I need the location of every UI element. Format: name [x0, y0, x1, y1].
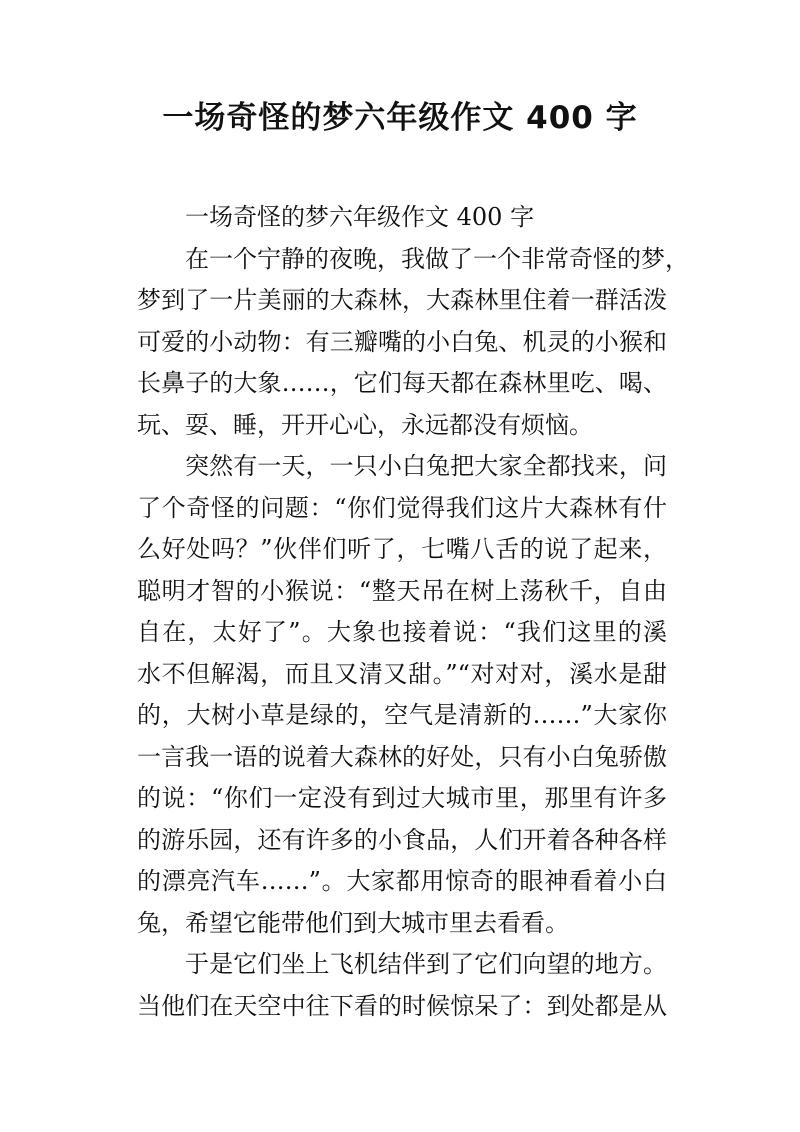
- paragraph-line: 水不但解渴，而且又清又甜。”“对对对，溪水是甜: [137, 659, 667, 688]
- document-body: [137, 197, 689, 1027]
- paragraph-line: 长鼻子的大象……，它们每天都在森林里吃、喝、: [137, 369, 667, 397]
- paragraph-line: 了个奇怪的问题：“你们觉得我们这片大森林有什: [137, 493, 667, 522]
- paragraph-line: 可爱的小动物：有三瓣嘴的小白兔、机灵的小猴和: [137, 327, 667, 356]
- document-title: 一场奇怪的梦六年级作文 400 字: [162, 100, 638, 136]
- paragraph-line: 的游乐园，还有许多的小食品，人们开着各种各样: [137, 825, 667, 854]
- paragraph-line: 在一个宁静的夜晚，我做了一个非常奇怪的梦，: [185, 244, 689, 273]
- paragraph-line: 突然有一天，一只小白兔把大家全都找来，问: [185, 452, 667, 480]
- paragraph-line: 梦到了一片美丽的大森林，大森林里住着一群活泼: [137, 286, 667, 314]
- paragraph-line: 当他们在天空中往下看的时候惊呆了：到处都是从: [137, 991, 667, 1020]
- paragraph-line: 玩、耍、睡，开开心心，永远都没有烦恼。: [137, 410, 593, 439]
- paragraph-line: 的说：“你们一定没有到过大城市里，那里有许多: [137, 784, 667, 812]
- paragraph-line: 一言我一语的说着大森林的好处，只有小白兔骄傲: [137, 742, 667, 771]
- paragraph-line: 聪明才智的小猴说：“整天吊在树上荡秋千，自由: [137, 576, 667, 605]
- paragraph-line: 一场奇怪的梦六年级作文 400 字: [185, 203, 535, 231]
- paragraph-line: 的，大树小草是绿的，空气是清新的……”大家你: [137, 701, 667, 729]
- paragraph-line: 于是它们坐上飞机结伴到了它们向望的地方。: [185, 950, 667, 978]
- paragraph-line: 的漂亮汽车……”。大家都用惊奇的眼神看着小白: [137, 867, 667, 895]
- paragraph-line: 么好处吗？”伙伴们听了，七嘴八舌的说了起来，: [137, 535, 667, 563]
- paragraph-line: 自在，太好了”。大象也接着说：“我们这里的溪: [137, 618, 667, 646]
- paragraph-line: 兔，希望它能带他们到大城市里去看看。: [137, 908, 569, 937]
